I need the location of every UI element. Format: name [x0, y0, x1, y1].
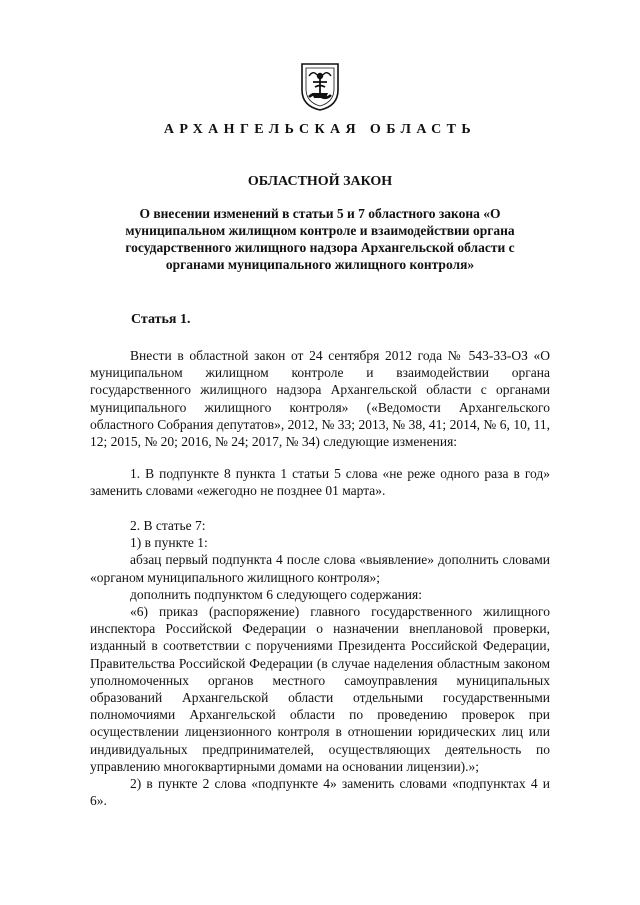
- region-title: АРХАНГЕЛЬСКАЯ ОБЛАСТЬ: [163, 122, 477, 137]
- article-intro-block: [90, 347, 550, 450]
- item-2-subitem-1-quote: «6) приказ (распоряжение) главного государственного жилищного инспектора Российской Федерации о назначении внеплановой проверки, изданный в соответствии с поручениями Президента Российской Федерации, Правительства Российской Федерации (в случае наделения областным законом уполномоченных органов местного самоуправления муниципальных образований Архангельской области отдельными государственными полномочиями Архангельской области по проведению проверок при осуществлении лицензионного контроля в отношении юридических лиц или индивидуальных предпринимателей, осуществляющих деятельность по управлению многоквартирными домами на основании лицензии).»;: [90, 604, 550, 774]
- item-2-block: [90, 517, 550, 809]
- item-2-subitem-2: 2) в пункте 2 слова «подпункте 4» заменить словами «подпунктах 4 и 6».: [90, 776, 550, 809]
- item-2-subitem-1-paragraph-a: абзац первый подпункта 4 после слова «выявление» дополнить словами «органом муниципального жилищного контроля»;: [90, 552, 550, 585]
- article-intro: Внести в областной закон от 24 сентября 2012 года № 543-33-ОЗ «О муниципальном жилищном контроле и взаимодействии органа государственного жилищного надзора Архангельской области с органами муниципального жилищного контроля» («Ведомости Архангельского областного Собрания депутатов», 2012, № 33; 2013, № 38, 41; 2014, № 6, 10, 11, 12; 2015, № 20; 2016, № 24; 2017, № 34) следующие изменения:: [90, 348, 550, 450]
- item-2-subitem-1-paragraph-b: дополнить подпунктом 6 следующего содержания:: [130, 586, 422, 602]
- document-title: О внесении изменений в статьи 5 и 7 областного закона «О муниципальном жилищном контроле и взаимодействии органа государственного жилищного надзора Архангельской области с органами муниципального жилищного контроля»: [125, 206, 515, 272]
- item-2-subitem-1: 1) в пункте 1:: [130, 535, 208, 551]
- item-1-block: [90, 465, 550, 499]
- document-type: ОБЛАСТНОЙ ЗАКОН: [247, 174, 393, 189]
- item-2-heading: 2. В статье 7:: [130, 518, 206, 533]
- article-heading: Статья 1.: [131, 312, 191, 327]
- item-1: 1. В подпункте 8 пункта 1 статьи 5 слова «не реже одного раза в год» заменить словами «ежегодно не позднее 01 марта».: [90, 466, 550, 499]
- coat-of-arms-icon: [299, 60, 341, 112]
